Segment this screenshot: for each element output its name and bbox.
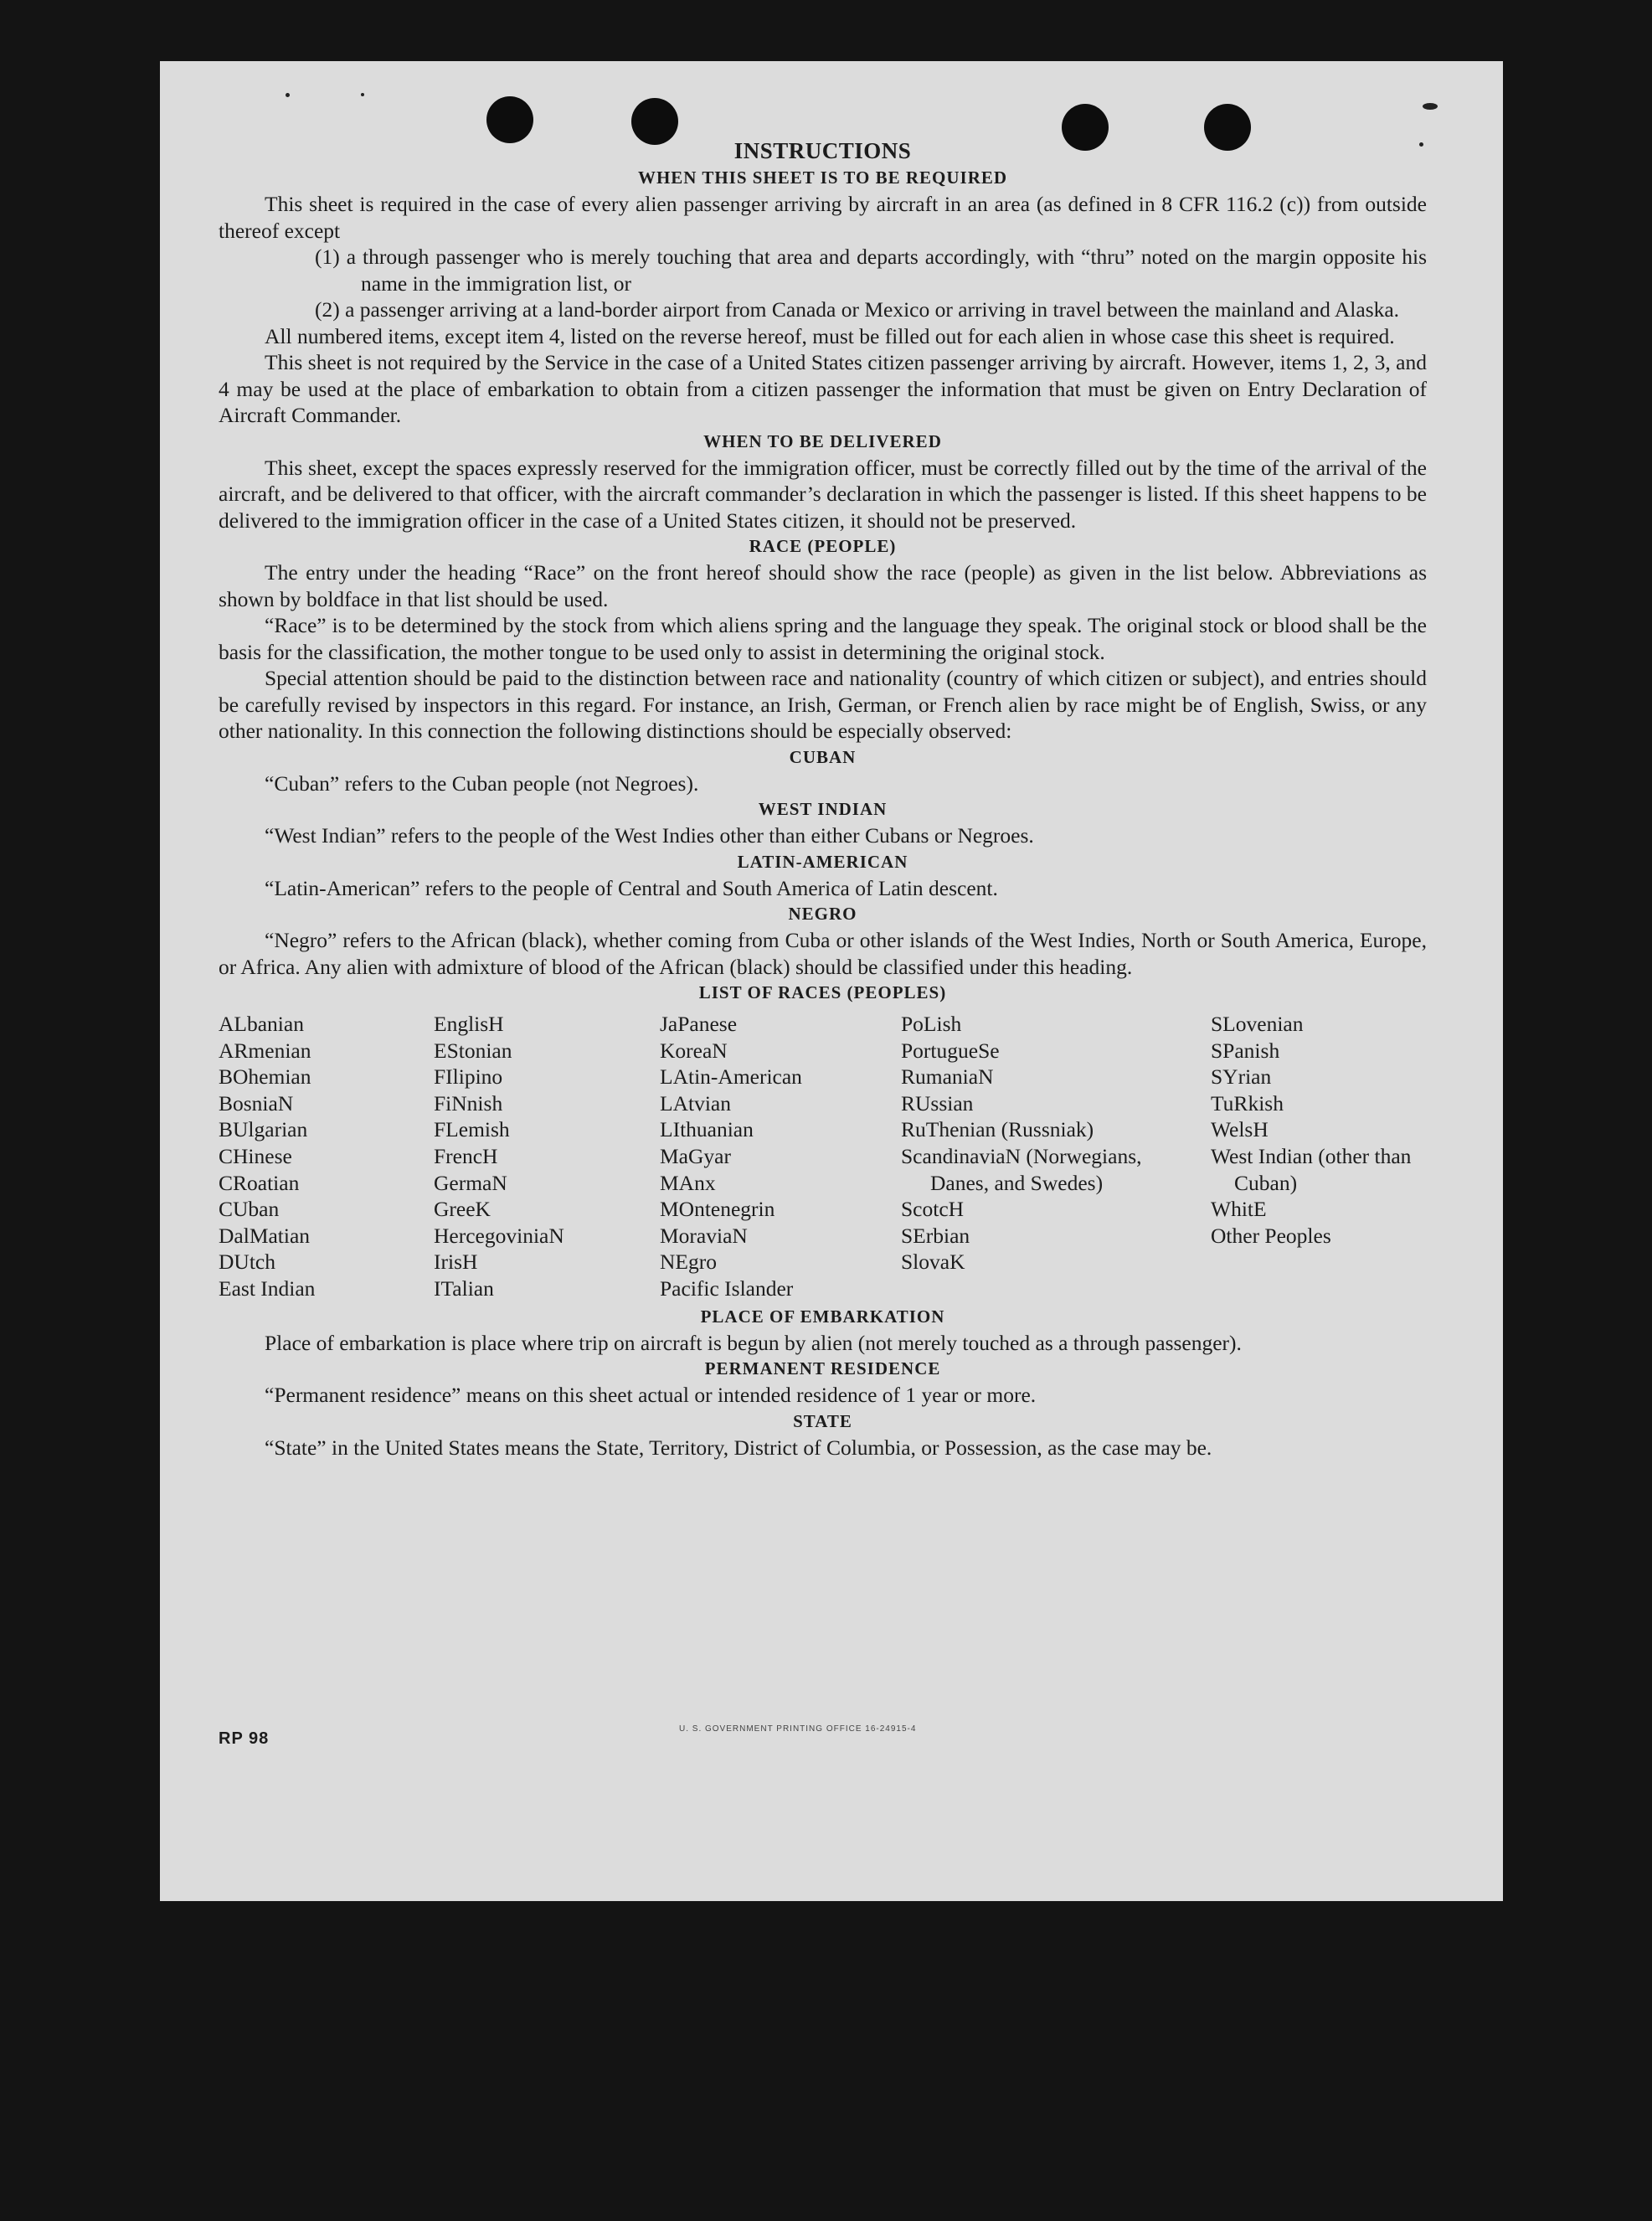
race-item: CUban bbox=[219, 1197, 280, 1222]
race-item: WelsH bbox=[1211, 1117, 1269, 1142]
race-item: FrencH bbox=[434, 1143, 498, 1168]
race-item: SYrian bbox=[1211, 1064, 1272, 1090]
race-item: LIthuanian bbox=[660, 1117, 754, 1142]
section-heading-race: RACE (PEOPLE) bbox=[749, 536, 897, 556]
race-item: MOntenegrin bbox=[660, 1197, 775, 1222]
page-footer bbox=[219, 1724, 1427, 1755]
race-item: MoraviaN bbox=[660, 1223, 748, 1248]
paragraph: “Race” is to be determined by the stock from which aliens spring and the language they speak. The original stock or blood shall be the basis for the classification, the mother tongue to be used only to assist in determining the original stock. bbox=[219, 613, 1427, 664]
race-item: SPanish bbox=[1211, 1038, 1280, 1063]
race-item: SlovaK bbox=[901, 1250, 965, 1275]
list-item: (1) a through passenger who is merely touching that area and departs accordingly, with “thru” noted on the margin opposite his name in the immigration list, or bbox=[315, 245, 1427, 296]
race-item: GreeK bbox=[434, 1197, 491, 1222]
race-item: Other Peoples bbox=[1211, 1223, 1331, 1248]
race-item: FLemish bbox=[434, 1117, 510, 1142]
section-heading-list-of-races: LIST OF RACES (PEOPLES) bbox=[698, 982, 947, 1002]
race-item: BosniaN bbox=[219, 1090, 294, 1116]
paragraph: All numbered items, except item 4, listed on the reverse hereof, must be filled out for each alien in whose case this sheet is required. bbox=[265, 323, 1395, 348]
document-sheet bbox=[160, 61, 1503, 1901]
races-column bbox=[1211, 1011, 1427, 1302]
race-item: BOhemian bbox=[219, 1064, 311, 1090]
section-heading-cuban: CUBAN bbox=[789, 746, 857, 767]
section-heading-west-indian: WEST INDIAN bbox=[758, 799, 888, 819]
race-item: LAtvian bbox=[660, 1090, 731, 1116]
race-item: ARmenian bbox=[219, 1038, 311, 1063]
race-item: ALbanian bbox=[219, 1012, 304, 1036]
section-heading-negro: NEGRO bbox=[788, 904, 857, 924]
paragraph: Place of embarkation is place where trip on aircraft is begun by alien (not merely touched as a through passenger). bbox=[265, 1330, 1242, 1355]
section-heading-place-of-embarkation: PLACE OF EMBARKATION bbox=[700, 1306, 945, 1327]
races-column bbox=[901, 1011, 1211, 1302]
races-list bbox=[219, 1011, 1427, 1302]
race-item: JaPanese bbox=[660, 1012, 738, 1036]
section-heading-when-required: WHEN THIS SHEET IS TO BE REQUIRED bbox=[637, 167, 1008, 188]
race-item: SErbian bbox=[901, 1223, 970, 1248]
race-item: CRoatian bbox=[219, 1170, 300, 1195]
page-title: INSTRUCTIONS bbox=[733, 138, 912, 163]
paragraph: This sheet is not required by the Service in the case of a United States citizen passenger arriving by aircraft. However, items 1, 2, 3, and 4 may be used at the place of embarkation to obtain from a citizen passenger the information that must be given on Entry Declaration of Aircraft Commander. bbox=[219, 350, 1427, 427]
paragraph: “Negro” refers to the African (black), whether coming from Cuba or other islands of the West Indies, North or South America, Europe, or Africa. Any alien with admixture of blood of the African (black) should be classified under this heading. bbox=[219, 928, 1427, 979]
race-item: FIlipino bbox=[434, 1064, 503, 1090]
race-item: DUtch bbox=[219, 1250, 275, 1275]
race-item: RuThenian (Russniak) bbox=[901, 1117, 1094, 1142]
form-number: RP 98 bbox=[219, 1729, 270, 1748]
race-item: MaGyar bbox=[660, 1143, 731, 1168]
race-item: RumaniaN bbox=[901, 1064, 994, 1090]
race-item: SLovenian bbox=[1211, 1012, 1304, 1036]
race-item: West Indian (other than Cuban) bbox=[1211, 1143, 1412, 1195]
race-item: ITalian bbox=[434, 1275, 494, 1301]
race-item: IrisH bbox=[434, 1250, 478, 1275]
race-item: PoLish bbox=[901, 1012, 962, 1036]
race-item: PortugueSe bbox=[901, 1038, 1000, 1063]
race-item: WhitE bbox=[1211, 1197, 1267, 1222]
paragraph: “Permanent residence” means on this sheet actual or intended residence of 1 year or more. bbox=[265, 1383, 1037, 1408]
section-heading-when-delivered: WHEN TO BE DELIVERED bbox=[703, 430, 942, 451]
races-column bbox=[434, 1011, 660, 1302]
race-item: CHinese bbox=[219, 1143, 292, 1168]
race-item: FiNnish bbox=[434, 1090, 503, 1116]
race-item: HercegoviniaN bbox=[434, 1223, 564, 1248]
paragraph: “State” in the United States means the State, Territory, District of Columbia, or Possession, as the case may be. bbox=[265, 1435, 1212, 1460]
race-item: MAnx bbox=[660, 1170, 716, 1195]
race-item: EStonian bbox=[434, 1038, 512, 1063]
paragraph: “West Indian” refers to the people of the West Indies other than either Cubans or Negroes. bbox=[265, 823, 1034, 848]
race-item: GermaN bbox=[434, 1170, 507, 1195]
race-item: ScandinaviaN (Norwegians, Danes, and Swedes) bbox=[901, 1143, 1142, 1195]
section-heading-state: STATE bbox=[793, 1410, 852, 1431]
speck bbox=[361, 93, 364, 96]
speck bbox=[1423, 103, 1438, 110]
list-item: (2) a passenger arriving at a land-border airport from Canada or Mexico or arriving in travel between the mainland and Alaska. bbox=[315, 297, 1400, 322]
races-column bbox=[219, 1011, 434, 1302]
paragraph: This sheet is required in the case of every alien passenger arriving by aircraft in an area (as defined in 8 CFR 116.2 (c)) from outside thereof except bbox=[219, 192, 1427, 243]
paragraph: “Latin-American” refers to the people of Central and South America of Latin descent. bbox=[265, 875, 998, 900]
paragraph: “Cuban” refers to the Cuban people (not Negroes). bbox=[265, 770, 699, 796]
speck bbox=[286, 93, 290, 97]
paragraph: This sheet, except the spaces expressly reserved for the immigration officer, must be correctly filled out by the time of the arrival of the aircraft, and be delivered to that officer, with the aircraft commander’s declaration in which the passenger is listed. If this sheet happens to be delivered to the immigration officer in the case of a United States citizen, it should not be preserved. bbox=[219, 455, 1427, 533]
race-item: EnglisH bbox=[434, 1012, 504, 1036]
race-item: KoreaN bbox=[660, 1038, 728, 1063]
races-column bbox=[660, 1011, 901, 1302]
section-heading-latin-american: LATIN-AMERICAN bbox=[737, 851, 908, 872]
race-item: Pacific Islander bbox=[660, 1275, 794, 1301]
race-item: BUlgarian bbox=[219, 1117, 308, 1142]
race-item: NEgro bbox=[660, 1250, 717, 1275]
section-heading-permanent-residence: PERMANENT RESIDENCE bbox=[704, 1358, 941, 1379]
paragraph: The entry under the heading “Race” on the front hereof should show the race (people) as given in the list below. Abbreviations as shown by boldface in that list should be used. bbox=[219, 560, 1427, 611]
instructions-content bbox=[219, 137, 1427, 1461]
race-item: LAtin-American bbox=[660, 1064, 802, 1090]
race-item: ScotcH bbox=[901, 1197, 965, 1222]
paragraph: Special attention should be paid to the distinction between race and nationality (country of which citizen or subject), and entries should be carefully revised by inspectors in this regard. For instance, an Irish, German, or French alien by race might be of English, Swiss, or any other nationality. In this connection the following distinctions should be especially observed: bbox=[219, 666, 1427, 743]
race-item: East Indian bbox=[219, 1275, 316, 1301]
printer-imprint: U. S. GOVERNMENT PRINTING OFFICE 16-24915-4 bbox=[679, 1724, 917, 1734]
race-item: TuRkish bbox=[1211, 1090, 1284, 1116]
race-item: RUssian bbox=[901, 1090, 974, 1116]
race-item: DalMatian bbox=[219, 1223, 311, 1248]
